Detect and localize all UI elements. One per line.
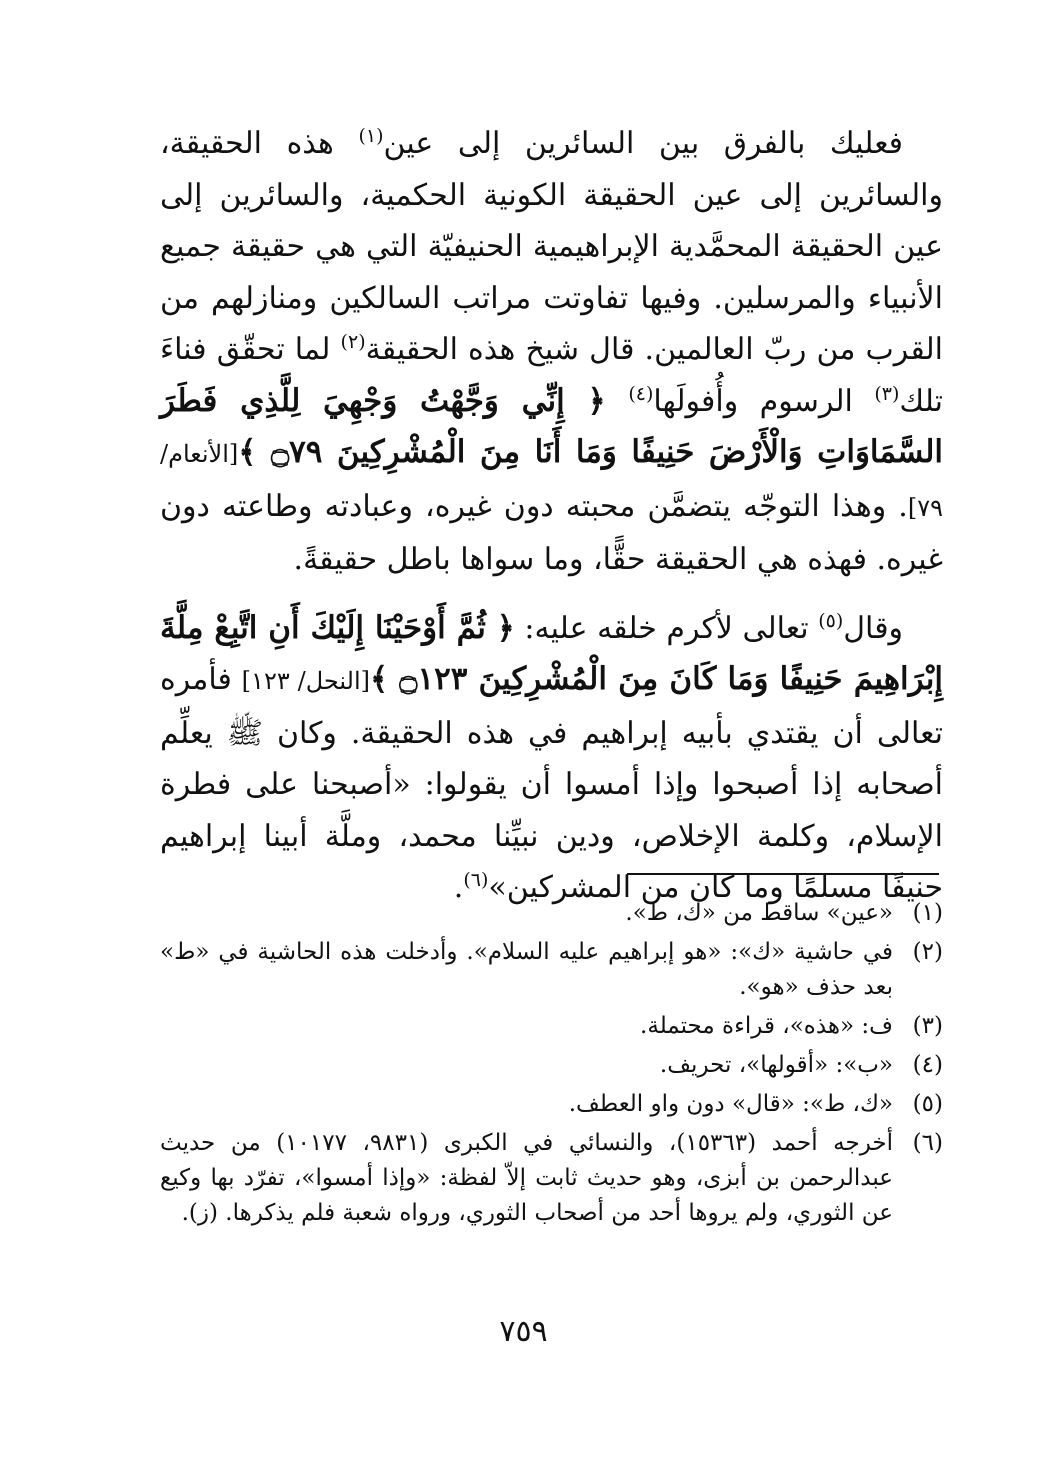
footnote-text: «عين» ساقط من «ك، ط». [625, 900, 893, 926]
text-segment: الرسوم وأُفولَها [653, 383, 875, 419]
footnote-text: أخرجه أحمد (١٥٣٦٣)، والنسائي في الكبرى (٩٨٣١، ١٠١٧٧) من حديث عبدالرحمن بن أبزى، وهو حديث ثابت إلاّ لفظة: «وإذا أمسوا»، تفرّد بها وكيع عن الثوري، ولم يروها أحد من أصحاب الثوري، ورواه شعبة فلم يذكرها. (ز). [160, 1130, 894, 1226]
page-number: ٧٥٩ [499, 1314, 548, 1349]
main-text [160, 118, 943, 914]
text-segment: هذه الحقيقة، والسائرين إلى عين الحقيقة الكونية الحكمية، والسائرين إلى عين الحقيقة المحمَّدية الإبراهيمية الحنيفيّة التي هي حقيقة جميع الأنبياء والمرسلين. وفيها تفاوتت مراتب السالكين ومنازلهم من القرب من ربّ العالمين. قال شيخ هذه الحقيقة [160, 126, 943, 367]
text-segment: وقال [843, 610, 904, 646]
footnote [160, 1126, 943, 1231]
footnote-marker: (١) [358, 125, 384, 147]
verse-reference: [الأنعام/ ٧٩] [160, 440, 943, 522]
footnote-number: (٥) [912, 1091, 943, 1117]
footnote-marker: (٤) [628, 382, 654, 405]
footnote [160, 1087, 943, 1122]
text-segment: تعالى لأكرم خلقه عليه: [514, 610, 819, 646]
footnote-number: (٢) [912, 939, 943, 965]
footnote-marker: (٦) [463, 869, 489, 891]
footnote [160, 1048, 943, 1083]
paragraph [160, 603, 943, 914]
text-segment: . [453, 870, 464, 905]
text-segment: فعليك بالفرق بين السائرين إلى عين [383, 126, 904, 161]
footnote-number: (٤) [912, 1052, 943, 1078]
footnote-separator [627, 873, 939, 875]
footnote-text: «ب»: «أقولها»، تحريف. [659, 1052, 893, 1078]
footnote-text: «ك، ط»: «قال» دون واو العطف. [568, 1091, 893, 1117]
footnote [160, 935, 943, 1005]
quran-verse: ﴿ ثُمَّ أَوْحَيْنَا إِلَيْكَ أَنِ اتَّبِعْ مِلَّةَ إِبْرَاهِيمَ حَنِيفًا وَمَا كَانَ مِنَ الْمُشْرِكِينَ ۝١٢٣ ﴾ [160, 609, 943, 697]
footnote-marker: (٢) [340, 331, 366, 353]
paragraph [160, 118, 943, 586]
footnote-number: (٣) [912, 1013, 943, 1039]
footnote-marker: (٥) [818, 609, 844, 632]
footnote [160, 896, 943, 931]
footnote-marker: (٣) [874, 382, 900, 405]
text-segment: . وهذا التوجّه يتضمَّن محبته دون غيره، وعبادته وطاعته دون غيره. فهذه هي الحقيقة حقًّا، وما سواها باطل حقيقةً. [160, 488, 943, 577]
footnote-text: في حاشية «ك»: «هو إبراهيم عليه السلام». وأدخلت هذه الحاشية في «ط» بعد حذف «هو». [160, 939, 893, 1000]
quran-verse: ﴿ إِنِّي وَجَّهْتُ وَجْهِيَ لِلَّذِي فَطَرَ السَّمَاوَاتِ وَالْأَرْضَ حَنِيفًا وَمَا أَنَا مِنَ الْمُشْرِكِينَ ۝٧٩ ﴾ [160, 382, 943, 470]
footnote [160, 1009, 943, 1044]
footnote-number: (٦) [912, 1130, 943, 1156]
footnotes-list [160, 896, 943, 1235]
footnote-number: (١) [912, 900, 943, 926]
verse-reference: [النحل/ ١٢٣] [241, 667, 371, 695]
footnote-text: ف: «هذه»، قراءة محتملة. [640, 1013, 893, 1039]
text-segment: لما تحقّق فناءَ تلك [160, 332, 943, 419]
text-segment: فأمره تعالى أن يقتدي بأبيه إبراهيم في هذه الحقيقة. وكان ﷺ يعلِّم أصحابه إذا أصبحوا وإذا أمسوا أن يقولوا: «أصبحنا على فطرة الإسلام، وكلمة الإخلاص، ودين نبيِّنا محمد، وملَّة أبينا إبراهيم حنيفًا مسلمًا وما كان من المشركين» [160, 662, 943, 905]
